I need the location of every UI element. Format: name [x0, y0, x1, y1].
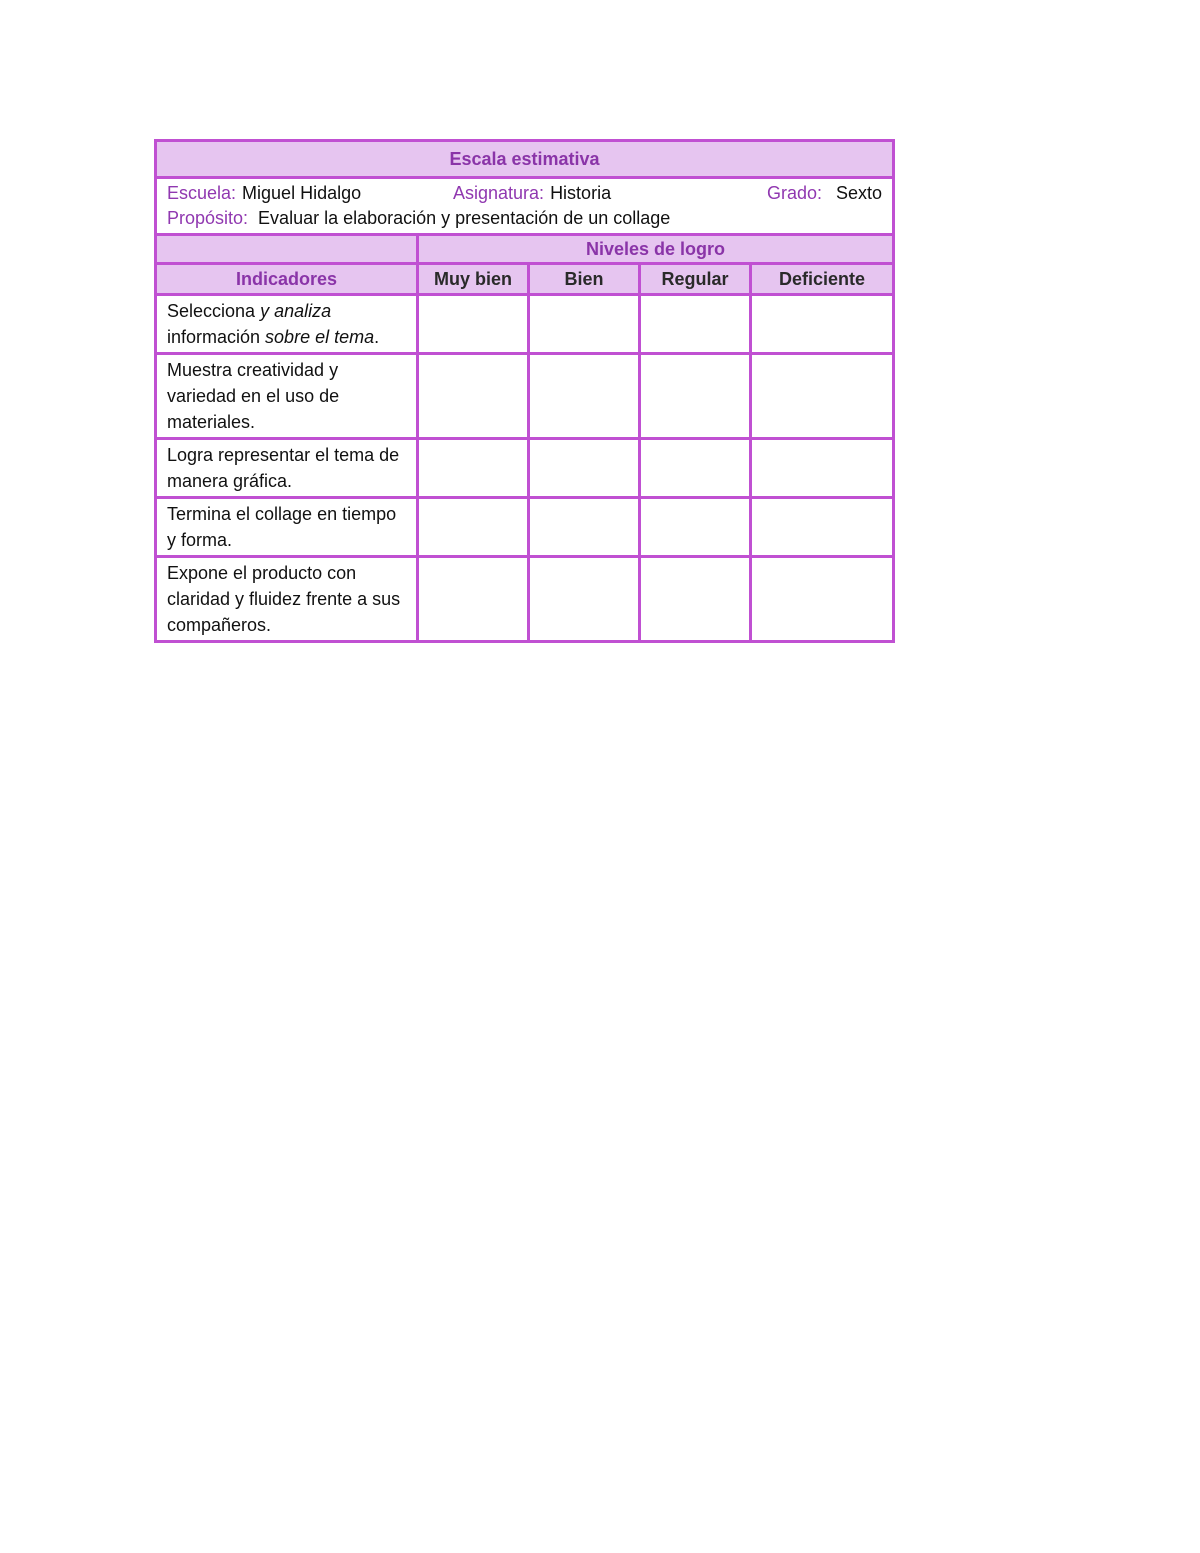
- document-title: Escala estimativa: [156, 141, 894, 178]
- rating-cell-bien[interactable]: [529, 354, 640, 439]
- indicator-line: [167, 298, 406, 324]
- proposito-label: Propósito:: [167, 208, 249, 228]
- rating-cell-muy-bien[interactable]: [418, 498, 529, 557]
- indicator-cell: Muestra creatividad y variedad en el uso de materiales.: [156, 354, 418, 439]
- rating-cell-muy-bien[interactable]: [418, 557, 529, 642]
- indicator-cell: Expone el producto con claridad y fluidez frente a sus compañeros.: [156, 557, 418, 642]
- rating-cell-bien[interactable]: [529, 498, 640, 557]
- indicator-cell: Termina el collage en tiempo y forma.: [156, 498, 418, 557]
- asignatura-field: [453, 181, 759, 206]
- indicator-text-italic: y analiza: [260, 301, 332, 321]
- rating-cell-deficiente[interactable]: [751, 439, 894, 498]
- rating-cell-deficiente[interactable]: [751, 557, 894, 642]
- info-line-2: [167, 206, 882, 231]
- column-header-deficiente: Deficiente: [751, 264, 894, 295]
- table-row: [156, 498, 894, 557]
- escuela-label: Escuela:: [167, 183, 237, 203]
- rubric-sheet: [154, 139, 892, 643]
- rating-cell-regular[interactable]: [640, 354, 751, 439]
- column-header-bien: Bien: [529, 264, 640, 295]
- group-header-row: [156, 235, 894, 264]
- indicator-text: Selecciona: [167, 301, 261, 321]
- rating-cell-regular[interactable]: [640, 498, 751, 557]
- rating-cell-deficiente[interactable]: [751, 354, 894, 439]
- column-header-row: [156, 264, 894, 295]
- rating-cell-deficiente[interactable]: [751, 295, 894, 354]
- asignatura-label: Asignatura:: [453, 183, 545, 203]
- indicator-cell: Logra representar el tema de manera gráfica.: [156, 439, 418, 498]
- title-row: [156, 141, 894, 178]
- table-row: [156, 439, 894, 498]
- asignatura-value: Historia: [550, 183, 612, 203]
- column-header-regular: Regular: [640, 264, 751, 295]
- info-line-1: [167, 181, 882, 206]
- rating-cell-deficiente[interactable]: [751, 498, 894, 557]
- proposito-value: Evaluar la elaboración y presentación de un collage: [258, 208, 671, 228]
- table-row: [156, 295, 894, 354]
- rating-cell-muy-bien[interactable]: [418, 439, 529, 498]
- header-blank-cell: [156, 235, 418, 264]
- grado-field: [759, 181, 882, 206]
- info-block: [156, 178, 894, 235]
- rating-cell-bien[interactable]: [529, 557, 640, 642]
- grado-label: Grado:: [767, 183, 823, 203]
- niveles-de-logro-header: Niveles de logro: [418, 235, 894, 264]
- indicator-text: .: [374, 327, 380, 347]
- column-header-muy-bien: Muy bien: [418, 264, 529, 295]
- grado-value: Sexto: [836, 183, 883, 203]
- info-row: [156, 178, 894, 235]
- rating-cell-muy-bien[interactable]: [418, 295, 529, 354]
- rating-cell-bien[interactable]: [529, 439, 640, 498]
- indicator-text-italic: sobre el tema: [265, 327, 375, 347]
- rubric-table: [154, 139, 895, 643]
- escuela-value: Miguel Hidalgo: [242, 183, 362, 203]
- indicator-line: [167, 324, 406, 350]
- column-header-indicadores: Indicadores: [156, 264, 418, 295]
- table-row: [156, 557, 894, 642]
- rating-cell-regular[interactable]: [640, 295, 751, 354]
- rating-cell-bien[interactable]: [529, 295, 640, 354]
- rating-cell-regular[interactable]: [640, 557, 751, 642]
- indicator-cell: [156, 295, 418, 354]
- rating-cell-regular[interactable]: [640, 439, 751, 498]
- rating-cell-muy-bien[interactable]: [418, 354, 529, 439]
- escuela-field: [167, 181, 453, 206]
- indicator-text: información: [167, 327, 266, 347]
- table-row: [156, 354, 894, 439]
